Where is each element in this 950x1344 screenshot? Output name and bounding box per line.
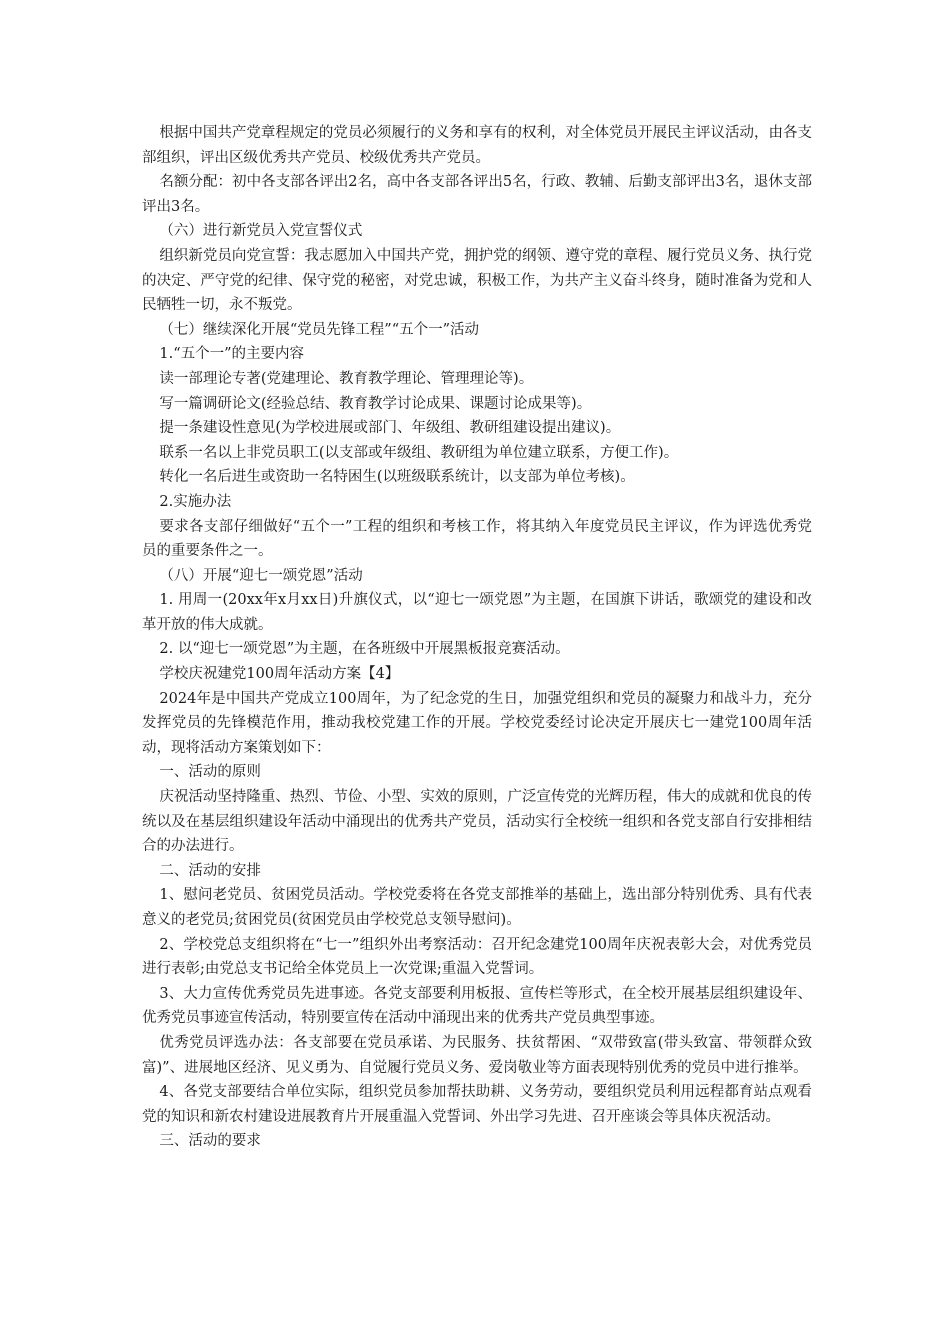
section-heading: 一、活动的原则 <box>159 764 261 781</box>
paragraph: 优秀党员评选办法：各支部要在党员承诺、为民服务、扶贫帮困、“双带致富(带头致富、带领群众致富)”、进展地区经济、见义勇为、自觉履行党员义务、爱岗敬业等方面表现特别优秀的党员中进行推举。 <box>142 1034 812 1076</box>
section-heading: （六）进行新党员入党宣誓仪式 <box>159 223 363 240</box>
section-heading: （七）继续深化开展“党员先锋工程”“五个一”活动 <box>159 321 480 338</box>
paragraph: 3、大力宣传优秀党员先进事迹。各党支部要利用板报、宣传栏等形式，在全校开展基层组织建设年、优秀党员事迹宣传活动，特别要宣传在活动中涌现出来的优秀共产党员典型事迹。 <box>142 985 812 1027</box>
paragraph: 4、各党支部要结合单位实际，组织党员参加帮扶助耕、义务劳动，要组织党员利用远程都育站点观看党的知识和新农村建设进展教育片开展重温入党誓词、外出学习先进、召开座谈会等具体庆祝活动。 <box>142 1084 812 1125</box>
paragraph: 名额分配：初中各支部各评出2名，高中各支部各评出5名，行政、教辅、后勤支部评出3名，退休支部评出3名。 <box>142 174 812 215</box>
subsection-heading: 1.“五个一”的主要内容 <box>159 346 305 363</box>
paragraph: 读一部理论专著(党建理论、教育教学理论、管理理论等)。 <box>159 370 534 387</box>
paragraph: 2. 以“迎七一颂党恩”为主题，在各班级中开展黑板报竞赛活动。 <box>159 641 570 658</box>
paragraph: 转化一名后进生或资助一名特困生(以班级联系统计，以支部为单位考核)。 <box>159 469 635 486</box>
paragraph: 庆祝活动坚持隆重、热烈、节俭、小型、实效的原则，广泛宣传党的光辉历程，伟大的成就和优良的传统以及在基层组织建设年活动中涌现出的优秀共产党员，活动实行全校统一组织和各党支部自行安排相结合的办法进行。 <box>142 789 812 855</box>
section-heading: 三、活动的要求 <box>159 1133 261 1150</box>
paragraph: 组织新党员向党宣誓：我志愿加入中国共产党，拥护党的纲领、遵守党的章程、履行党员义务、执行党的决定、严守党的纪律、保守党的秘密，对党忠诚，积极工作，为共产主义奋斗终身，随时准备为党和人民牺牲一切，永不叛党。 <box>142 247 812 314</box>
paragraph: 联系一名以上非党员职工(以支部或年级组、教研组为单位建立联系，方便工作)。 <box>159 444 679 461</box>
section-heading: 二、活动的安排 <box>159 862 261 879</box>
paragraph: 写一篇调研论文(经验总结、教育教学讨论成果、课题讨论成果等)。 <box>159 395 592 412</box>
paragraph: 2024年是中国共产党成立100周年，为了纪念党的生日，加强党组织和党员的凝聚力和战斗力，充分发挥党员的先锋模范作用，推动我校党建工作的开展。学校党委经讨论决定开展庆七一建党100周年活动，现将活动方案策划如下： <box>142 690 812 756</box>
paragraph: 要求各支部仔细做好“五个一”工程的组织和考核工作，将其纳入年度党员民主评议，作为评选优秀党员的重要条件之一。 <box>142 518 812 560</box>
paragraph: 提一条建设性意见(为学校进展或部门、年级组、教研组建设提出建议)。 <box>159 420 621 437</box>
subsection-heading: 2.实施办法 <box>159 493 232 510</box>
document-body <box>142 121 812 1154</box>
paragraph: 1. 用周一(20xx年x月xx日)升旗仪式，以“迎七一颂党恩”为主题，在国旗下讲话，歌颂党的建设和改革开放的伟大成就。 <box>142 592 812 633</box>
paragraph: 根据中国共产党章程规定的党员必须履行的义务和享有的权利，对全体党员开展民主评议活动，由各支部组织，评出区级优秀共产党员、校级优秀共产党员。 <box>142 125 812 166</box>
document-title: 学校庆祝建党100周年活动方案【4】 <box>159 666 400 683</box>
paragraph: 2、学校党总支组织将在“七一”组织外出考察活动：召开纪念建党100周年庆祝表彰大会，对优秀党员进行表彰;由党总支书记给全体党员上一次党课;重温入党誓词。 <box>142 936 812 978</box>
paragraph: 1、慰问老党员、贫困党员活动。学校党委将在各党支部推举的基础上，选出部分特别优秀、具有代表意义的老党员;贫困党员(贫困党员由学校党总支领导慰问)。 <box>142 887 812 928</box>
section-heading: （八）开展“迎七一颂党恩”活动 <box>159 567 363 584</box>
